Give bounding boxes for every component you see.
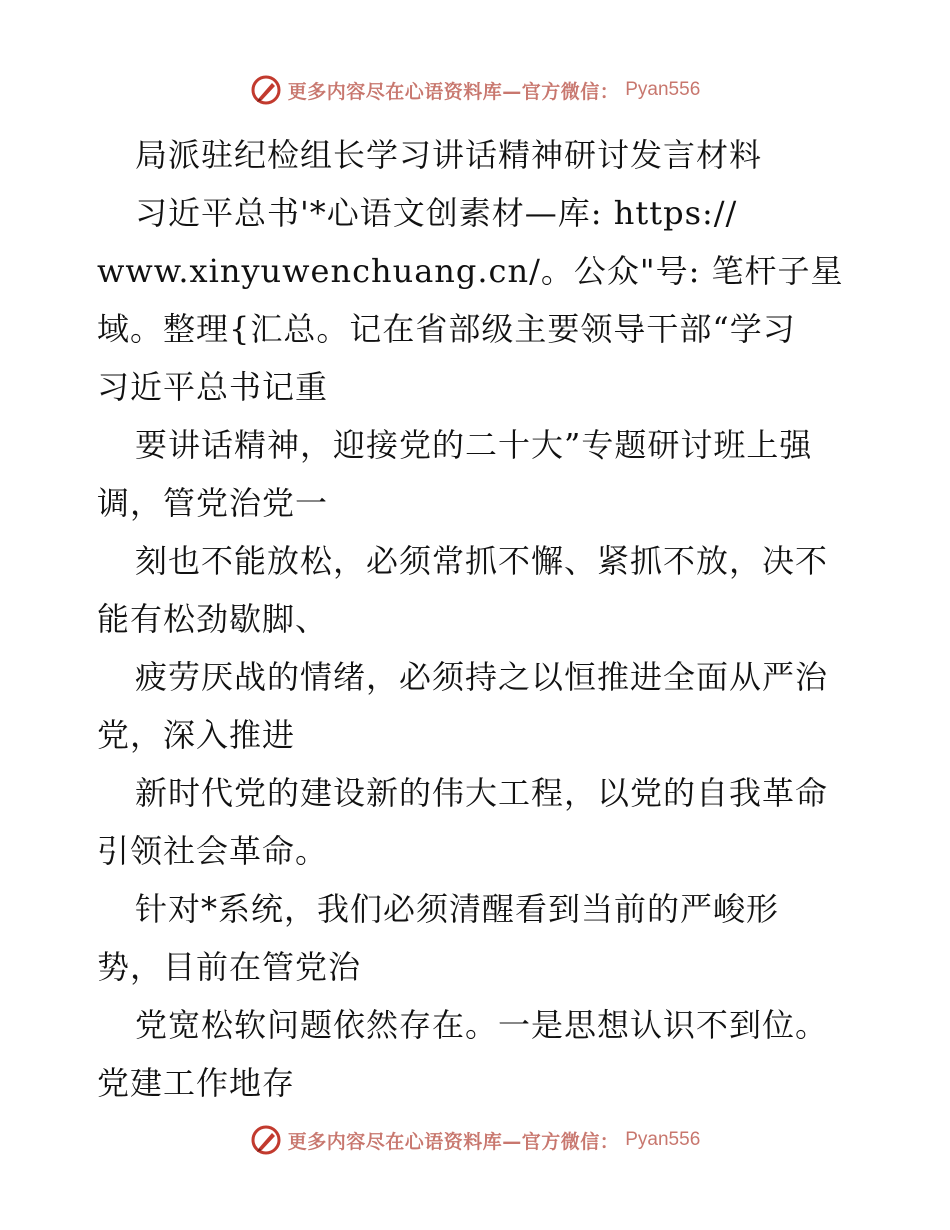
header-banner bbox=[0, 70, 950, 110]
text-line: 引领社会革命。 bbox=[97, 832, 329, 870]
text-line: 要讲话精神，迎接党的二十大”专题研讨班上强 bbox=[135, 426, 813, 464]
text-line: 党，深入推进 bbox=[97, 716, 296, 754]
text-line: 党宽松软问题依然存在。一是思想认识不到位。 bbox=[135, 1006, 829, 1044]
text-line: 势，目前在管党治 bbox=[97, 948, 362, 986]
wechat-id: Pyan556 bbox=[625, 79, 701, 100]
banner-text: 更多内容尽在心语资料库—官方微信： bbox=[287, 1130, 620, 1153]
text-line: 域。整理{汇总。记在省部级主要领导干部“学习 bbox=[97, 310, 796, 348]
text-line: 局派驻纪检组长学习讲话精神研讨发言材料 bbox=[135, 136, 763, 174]
pen-logo-icon bbox=[250, 1124, 282, 1156]
text-line: www.xinyuwenchuang.cn/。公众"号: 笔杆子星 bbox=[97, 252, 844, 290]
pen-logo-icon bbox=[250, 74, 282, 106]
text-line: 针对*系统，我们必须清醒看到当前的严峻形 bbox=[135, 890, 780, 928]
text-line: 习近平总书'*心语文创素材—库: https:// bbox=[135, 194, 738, 232]
text-line: 新时代党的建设新的伟大工程，以党的自我革命 bbox=[135, 774, 829, 812]
text-line: 能有松劲歇脚、 bbox=[97, 600, 329, 638]
wechat-id: Pyan556 bbox=[625, 1129, 701, 1150]
text-line: 调，管党治党一 bbox=[97, 484, 329, 522]
footer-banner bbox=[0, 1120, 950, 1160]
document-body bbox=[97, 126, 897, 1112]
banner-text: 更多内容尽在心语资料库—官方微信： bbox=[287, 80, 620, 103]
text-line: 刻也不能放松，必须常抓不懈、紧抓不放，决不 bbox=[135, 542, 829, 580]
text-line: 疲劳厌战的情绪，必须持之以恒推进全面从严治 bbox=[135, 658, 829, 696]
text-line: 党建工作地存 bbox=[97, 1064, 296, 1102]
text-line: 习近平总书记重 bbox=[97, 368, 329, 406]
